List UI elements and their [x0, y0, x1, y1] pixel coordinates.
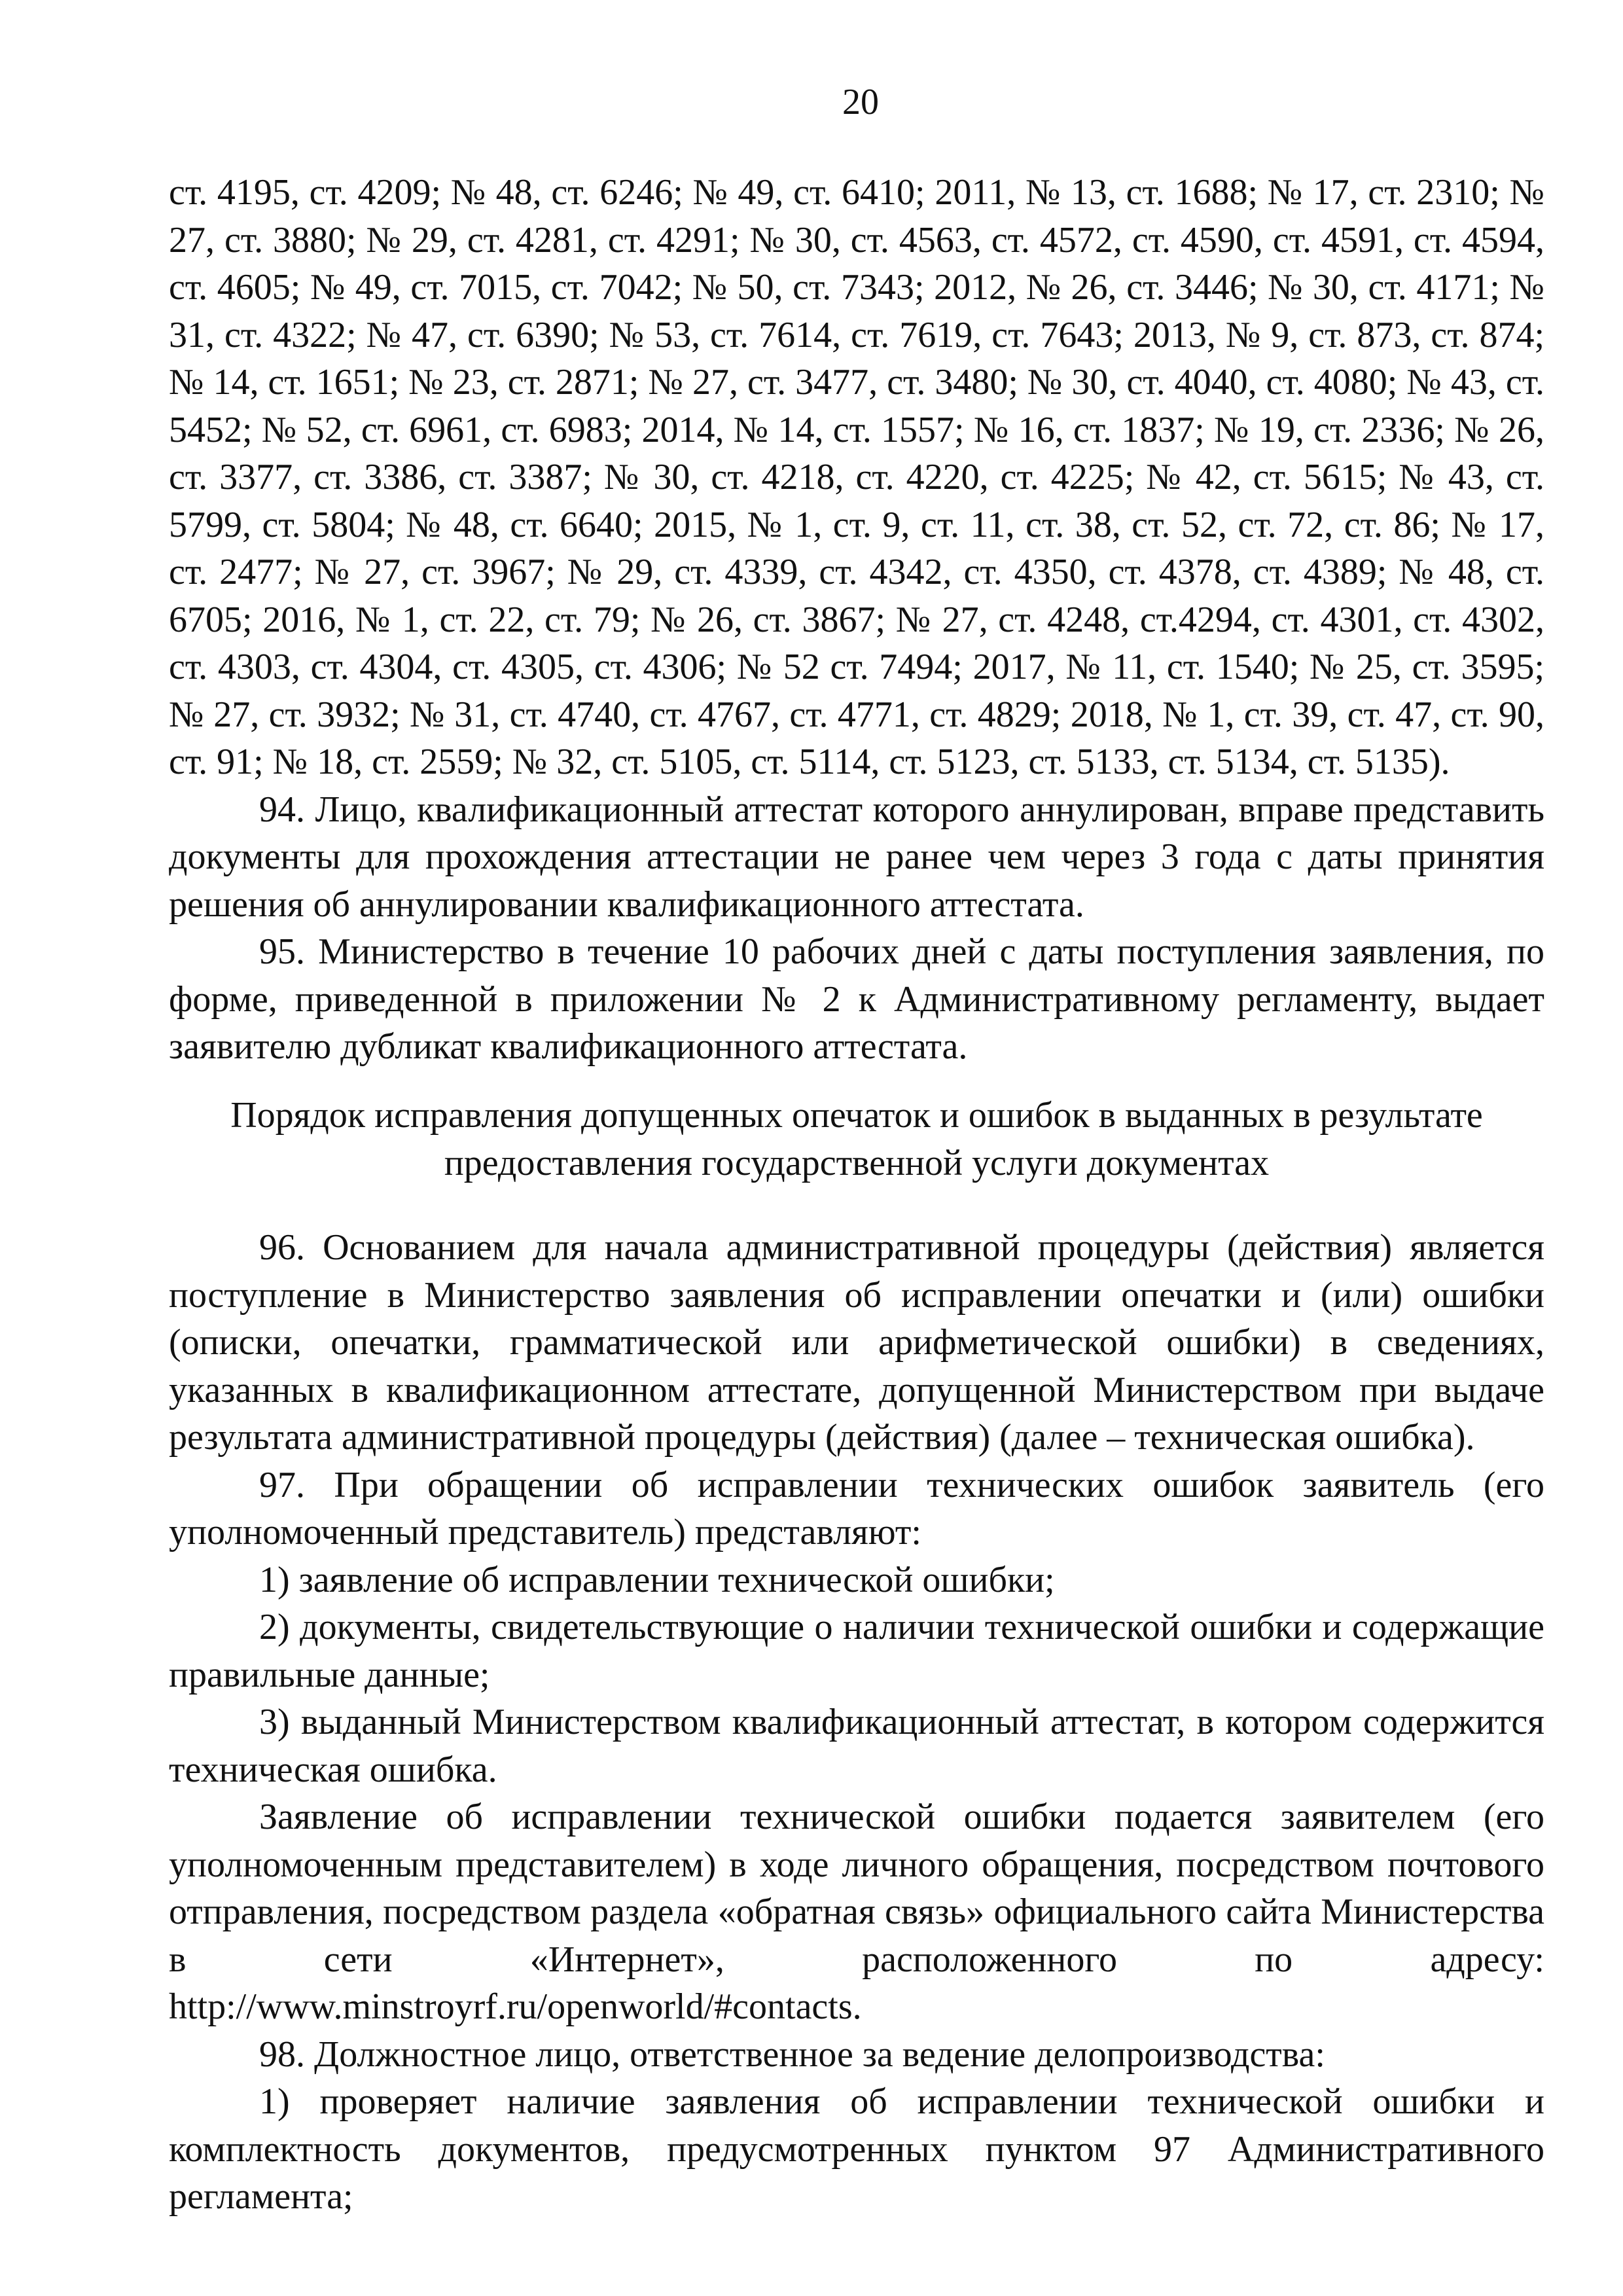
page-number: 20	[842, 82, 879, 122]
paragraph-97-item-3: 3) выданный Министерством квалификационный аттестат, в котором содержится техническая ошибка.	[169, 1702, 1544, 1790]
citations-paragraph: ст. 4195, ст. 4209; № 48, ст. 6246; № 49, ст. 6410; 2011, № 13, ст. 1688; № 17, ст. 2310; № 27, ст. 3880; № 29, ст. 4281, ст. 4291; № 30, ст. 4563, ст. 4572, ст. 4590, ст. 4591, ст. 4594, ст. 4605; № 49, ст. 7015, ст. 7042; № 50, ст. 7343; 2012, № 26, ст. 3446; № 30, ст. 4171; № 31, ст. 4322; № 47, ст. 6390; № 53, ст. 7614, ст. 7619, ст. 7643; 2013, № 9, ст. 873, ст. 874; № 14, ст. 1651; № 23, ст. 2871; № 27, ст. 3477, ст. 3480; № 30, ст. 4040, ст. 4080; № 43, ст. 5452; № 52, ст. 6961, ст. 6983; 2014, № 14, ст. 1557; № 16, ст. 1837; № 19, ст. 2336; № 26, ст. 3377, ст. 3386, ст. 3387; № 30, ст. 4218, ст. 4220, ст. 4225; № 42, ст. 5615; № 43, ст. 5799, ст. 5804; № 48, ст. 6640; 2015, № 1, ст. 9, ст. 11, ст. 38, ст. 52, ст. 72, ст. 86; № 17, ст. 2477; № 27, ст. 3967; № 29, ст. 4339, ст. 4342, ст. 4350, ст. 4378, ст. 4389; № 48, ст. 6705; 2016, № 1, ст. 22, ст. 79; № 26, ст. 3867; № 27, ст. 4248, ст.4294, ст. 4301, ст. 4302, ст. 4303, ст. 4304, ст. 4305, ст. 4306; № 52 ст. 7494; 2017, № 11, ст. 1540; № 25, ст. 3595; № 27, ст. 3932; № 31, ст. 4740, ст. 4767, ст. 4771, ст. 4829; 2018, № 1, ст. 39, ст. 47, ст. 90, ст. 91; № 18, ст. 2559; № 32, ст. 5105, ст. 5114, ст. 5123, ст. 5133, ст. 5134, ст. 5135).	[169, 172, 1544, 782]
section-heading	[169, 1092, 1544, 1187]
paragraph-96: 96. Основанием для начала административной процедуры (действия) является поступление в Министерство заявления об исправлении опечатки и (или) ошибки (описки, опечатки, грамматической или арифметической ошибки) в сведениях, указанных в квалификационном аттестате, допущенной Министерством при выдаче результата административной процедуры (действия) (далее – техническая ошибка).	[169, 1227, 1544, 1458]
paragraph-97-item-1: 1) заявление об исправлении технической ошибки;	[259, 1559, 1055, 1600]
paragraph-98: 98. Должностное лицо, ответственное за ведение делопроизводства:	[259, 2034, 1325, 2075]
paragraph-97-item-2: 2) документы, свидетельствующие о наличии технической ошибки и содержащие правильные данные;	[169, 1607, 1544, 1695]
paragraph-97: 97. При обращении об исправлении технических ошибок заявитель (его уполномоченный представитель) представляют:	[169, 1464, 1544, 1552]
paragraph-98-item-1: 1) проверяет наличие заявления об исправлении технической ошибки и комплектность документов, предусмотренных пунктом 97 Административного регламента;	[169, 2081, 1544, 2217]
upper-text-block	[169, 169, 1544, 1071]
section-heading-line-2: предоставления государственной услуги документах	[444, 1142, 1270, 1183]
paragraph-95: 95. Министерство в течение 10 рабочих дней с даты поступления заявления, по форме, приведенной в приложении № 2 к Административному регламенту, выдает заявителю дубликат квалификационного аттестата.	[169, 931, 1544, 1067]
paragraph-97-application: Заявление об исправлении технической ошибки подается заявителем (его уполномоченным представителем) в ходе личного обращения, посредством почтового отправления, посредством раздела «обратная связь» официального сайта Министерства в сети «Интернет», расположенного по адресу: http://www.minstroyrf.ru/openworld/#contacts.	[169, 1797, 1544, 2027]
lower-text-block	[169, 1224, 1544, 2221]
section-heading-line-1: Порядок исправления допущенных опечаток и ошибок в выданных в результате	[230, 1095, 1483, 1136]
paragraph-94: 94. Лицо, квалификационный аттестат которого аннулирован, вправе представить документы для прохождения аттестации не ранее чем через 3 года с даты принятия решения об аннулировании квалификационного аттестата.	[169, 789, 1544, 925]
